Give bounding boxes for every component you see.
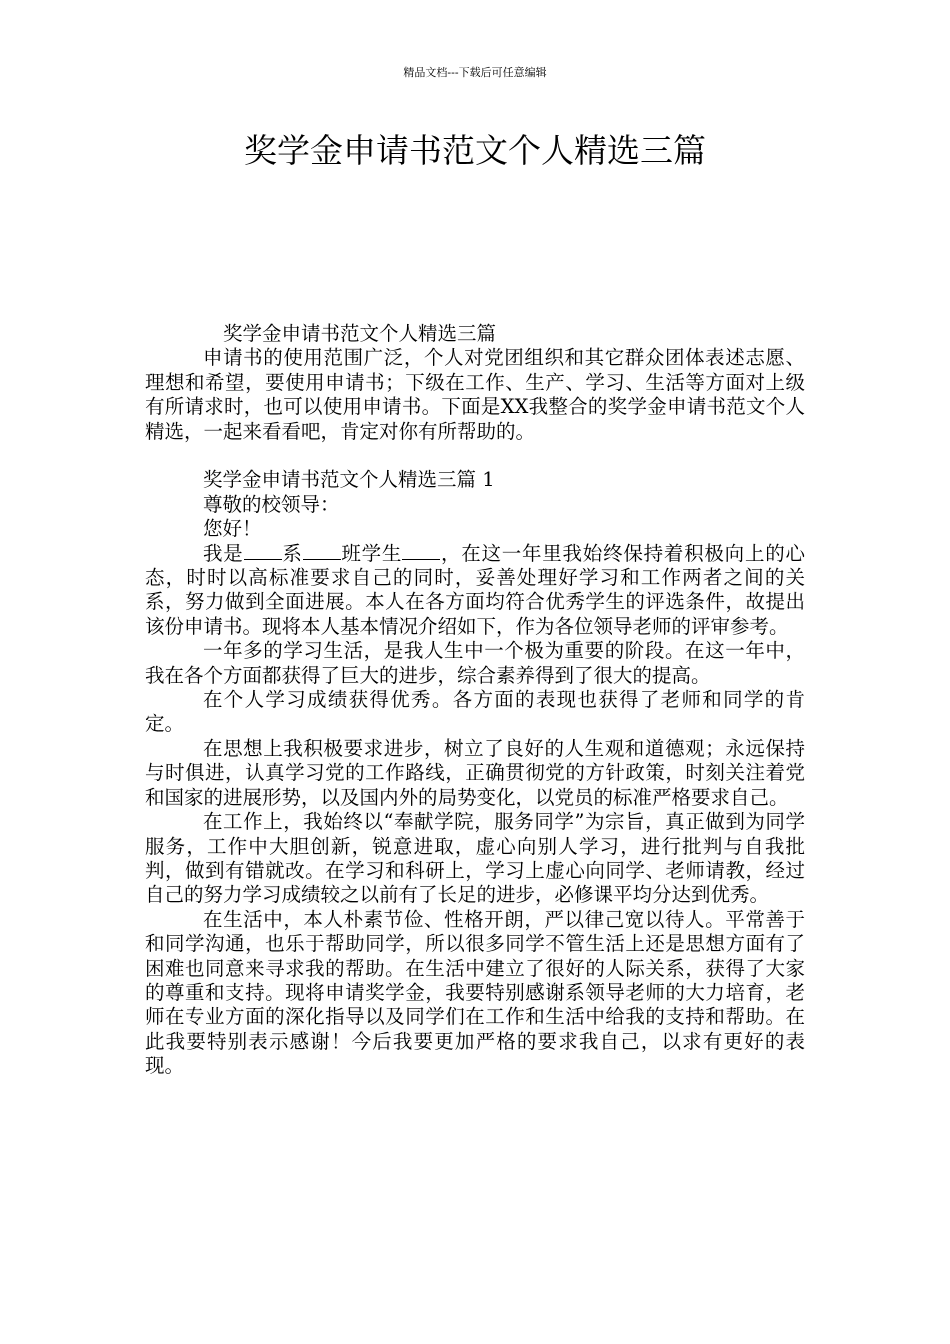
salutation: 尊敬的校领导： — [203, 492, 340, 516]
blank-line — [145, 444, 805, 468]
paragraph-5: 在工作上，我始终以“奉献学院，服务同学”为宗旨，真正做到为同学服务，工作中大胆创新，锐意进取，虚心向别人学习，进行批判与自我批判，做到有错就改。在学习和科研上，学习上虚心向同学、老师请教，经过自己的努力学习成绩较之以前有了长足的进步，必修课平均分达到优秀。 — [145, 810, 805, 907]
greeting: 您好！ — [203, 517, 262, 541]
fill-blank — [303, 543, 341, 560]
paragraph-1-part-1: 我是 — [203, 541, 244, 565]
fill-blank — [244, 543, 282, 560]
paragraph-1-part-3: 班学生 — [340, 541, 403, 565]
paragraph-6: 在生活中，本人朴素节俭、性格开朗，严以律己宽以待人。平常善于和同学沟通，也乐于帮助同学，所以很多同学不管生活上还是思想方面有了困难也同意来寻求我的帮助。在生活中建立了很好的人际关系，获得了大家的尊重和支持。现将申请奖学金，我要特别感谢系领导老师的大力培育，老师在专业方面的深化指导以及同学们在工作和生活中给我的支持和帮助。在此我要特别表示感谢！今后我要更加严格的要求我自己，以求有更好的表现。 — [145, 907, 805, 1078]
section-heading: 奖学金申请书范文个人精选三篇 1 — [203, 468, 495, 492]
paragraph-4: 在思想上我积极要求进步，树立了良好的人生观和道德观；永远保持与时俱进，认真学习党的工作路线，正确贯彻党的方针政策，时刻关注着党和国家的进展形势，以及国内外的局势变化，以党员的标准严格要求自己。 — [145, 736, 805, 809]
document-subtitle: 奖学金申请书范文个人精选三篇 — [223, 322, 497, 345]
paragraph-2: 一年多的学习生活，是我人生中一个极为重要的阶段。在这一年中，我在各个方面都获得了巨大的进步，综合素养得到了很大的提高。 — [145, 639, 805, 687]
page-header: 精品文档---下载后可任意编辑 — [403, 66, 547, 79]
paragraph-3: 在个人学习成绩获得优秀。各方面的表现也获得了老师和同学的肯定。 — [145, 688, 805, 736]
intro-paragraph: 申请书的使用范围广泛，个人对党团组织和其它群众团体表述志愿、理想和希望，要使用申请书；下级在工作、生产、学习、生活等方面对上级有所请求时，也可以使用申请书。下面是XX我整合的奖学金申请书范文个人精选，一起来看看吧，肯定对你有所帮助的。 — [145, 346, 805, 443]
paragraph-1-part-2: 系 — [281, 541, 303, 565]
fill-blank — [402, 543, 440, 560]
document-title: 奖学金申请书范文个人精选三篇 — [244, 131, 706, 170]
document-body — [145, 322, 805, 1079]
paragraph-1-part-4: ，在这一年里我始终保持着积极向上的心态，时时以高标准要求自己的同时，妥善处理好学习和工作两者之间的关系，努力做到全面进展。本人在各方面均符合优秀学生的评选条件，故提出该份申请书。现将本人基本情况介绍如下，作为各位领导老师的评审参考。 — [145, 541, 805, 638]
paragraph-1 — [145, 542, 805, 640]
